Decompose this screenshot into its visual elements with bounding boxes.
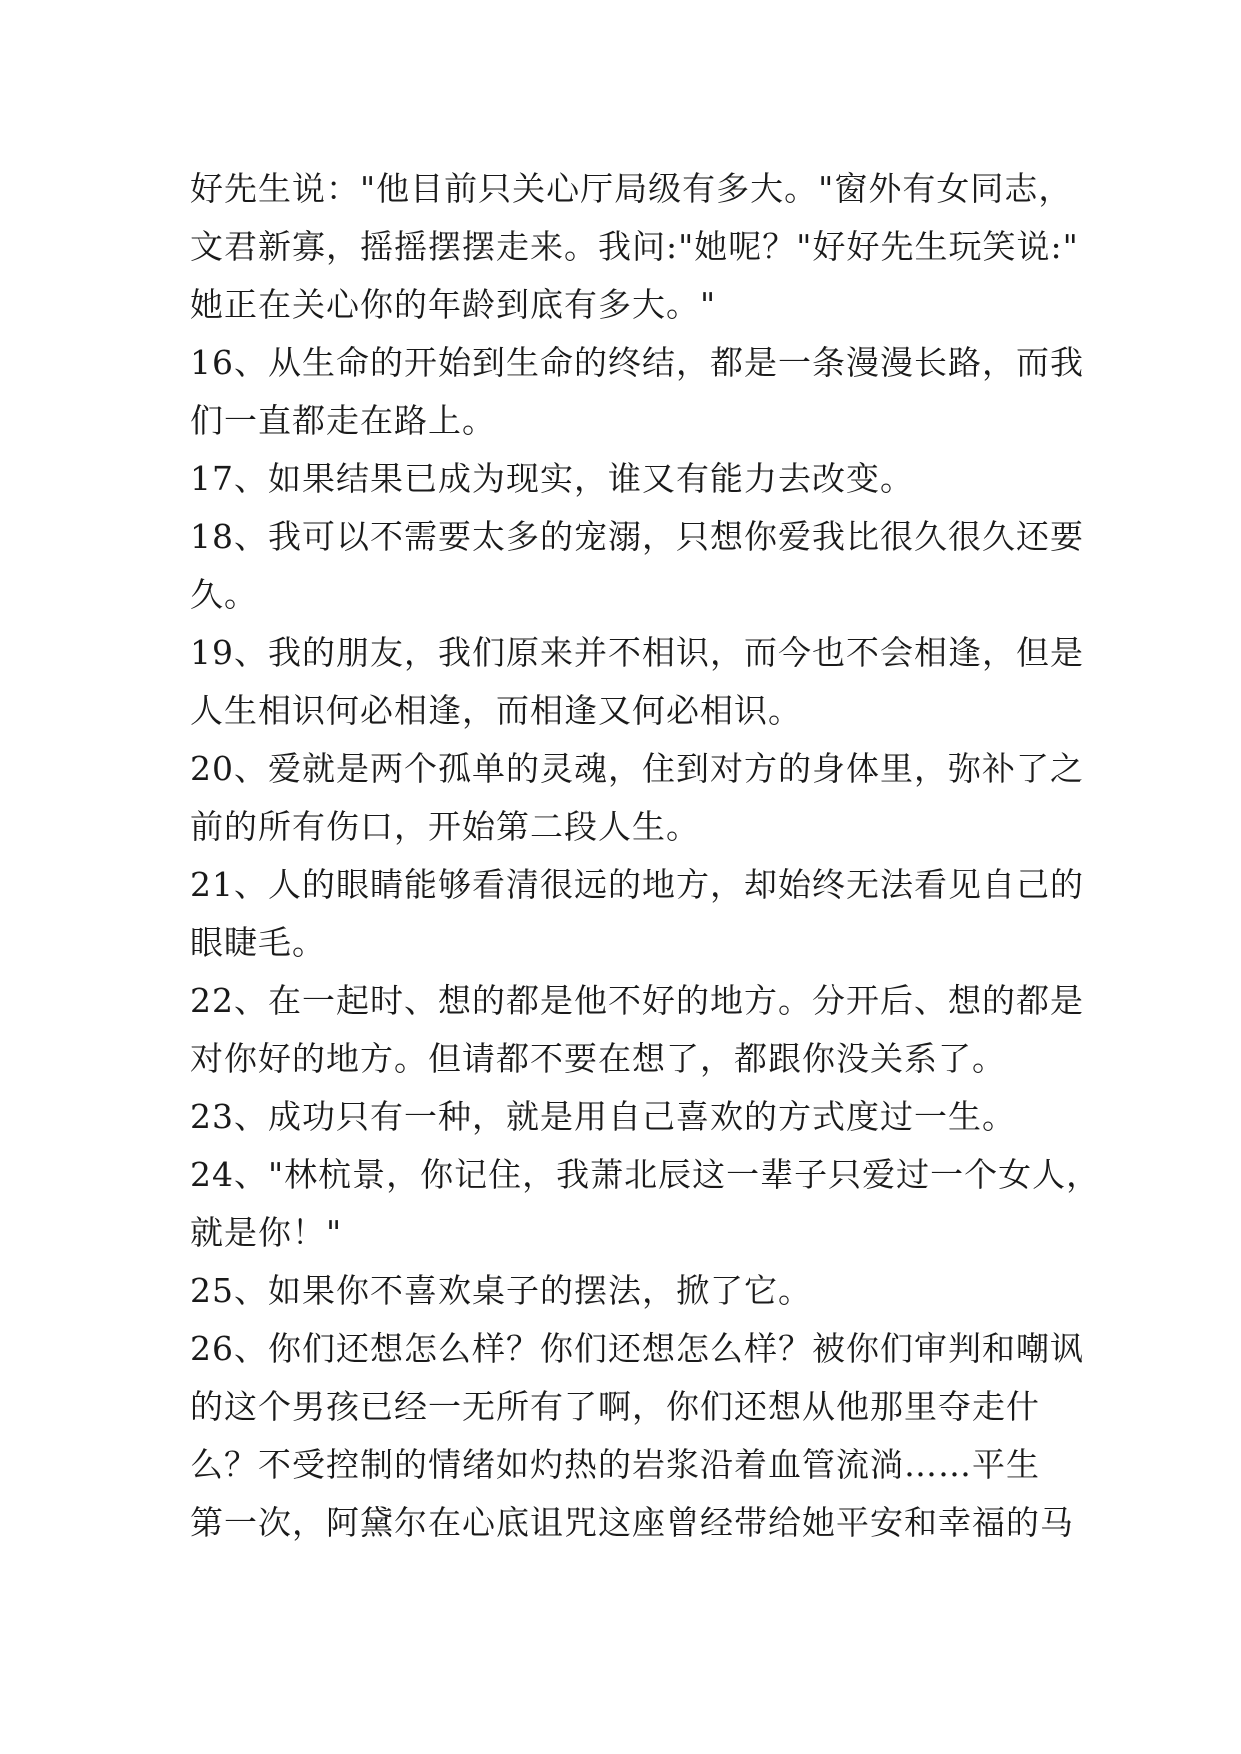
text-line: 么？不受控制的情绪如灼热的岩浆沿着血管流淌……平生 (190, 1445, 1040, 1484)
text-line: 17、如果结果已成为现实，谁又有能力去改变。 (190, 459, 914, 498)
text-line: 21、人的眼睛能够看清很远的地方，却始终无法看见自己的 (190, 865, 1084, 904)
text-line: 眼睫毛。 (190, 923, 326, 962)
text-line: 就是你！" (190, 1213, 343, 1252)
text-line: 第一次，阿黛尔在心底诅咒这座曾经带给她平安和幸福的马 (190, 1503, 1074, 1542)
text-line: 16、从生命的开始到生命的终结，都是一条漫漫长路，而我 (190, 343, 1084, 382)
text-line: 23、成功只有一种，就是用自己喜欢的方式度过一生。 (190, 1097, 1016, 1136)
text-line: 26、你们还想怎么样？你们还想怎么样？被你们审判和嘲讽 (190, 1329, 1084, 1368)
text-line: 24、"林杭景，你记住，我萧北辰这一辈子只爱过一个女人， (190, 1155, 1101, 1194)
text-line: 对你好的地方。但请都不要在想了，都跟你没关系了。 (190, 1039, 1006, 1078)
text-line: 前的所有伤口，开始第二段人生。 (190, 807, 700, 846)
text-line: 久。 (190, 575, 258, 614)
text-line: 22、在一起时、想的都是他不好的地方。分开后、想的都是 (190, 981, 1084, 1020)
document-body (190, 160, 1101, 1552)
text-line: 她正在关心你的年龄到底有多大。" (190, 285, 717, 324)
text-line: 人生相识何必相逢，而相逢又何必相识。 (190, 691, 802, 730)
text-line: 文君新寡，摇摇摆摆走来。我问:"她呢？"好好先生玩笑说:" (190, 227, 1079, 266)
text-line: 19、我的朋友，我们原来并不相识，而今也不会相逢，但是 (190, 633, 1084, 672)
text-line: 们一直都走在路上。 (190, 401, 496, 440)
text-line: 20、爱就是两个孤单的灵魂，住到对方的身体里，弥补了之 (190, 749, 1084, 788)
text-line: 18、我可以不需要太多的宠溺，只想你爱我比很久很久还要 (190, 517, 1084, 556)
text-line: 好先生说："他目前只关心厅局级有多大。"窗外有女同志， (190, 169, 1073, 208)
text-line: 25、如果你不喜欢桌子的摆法，掀了它。 (190, 1271, 812, 1310)
text-line: 的这个男孩已经一无所有了啊，你们还想从他那里夺走什 (190, 1387, 1040, 1426)
